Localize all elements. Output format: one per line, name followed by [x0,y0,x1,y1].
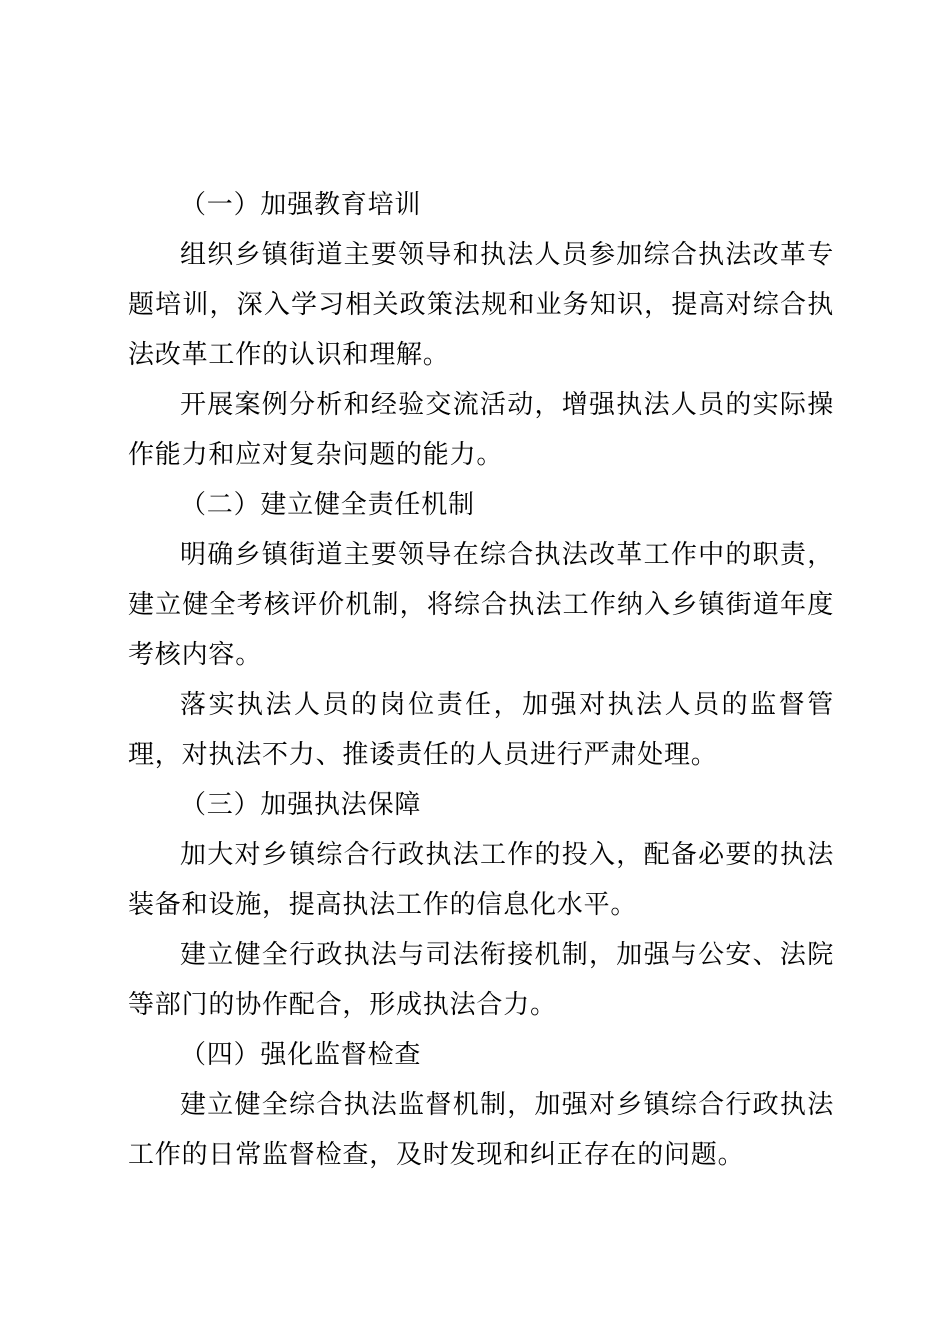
paragraph-1-2: 开展案例分析和经验交流活动，增强执法人员的实际操作能力和应对复杂问题的能力。 [128,390,834,470]
paragraph-3-2: 建立健全行政执法与司法衔接机制，加强与公安、法院等部门的协作配合，形成执法合力。 [128,940,834,1020]
section-heading-2: （二）建立健全责任机制 [180,490,475,520]
section-heading-1: （一）加强教育培训 [180,190,422,220]
paragraph-4-1: 建立健全综合执法监督机制，加强对乡镇综合行政执法工作的日常监督检查，及时发现和纠正存在的问题。 [128,1090,834,1170]
paragraph-3-1: 加大对乡镇综合行政执法工作的投入，配备必要的执法装备和设施，提高执法工作的信息化水平。 [128,840,834,920]
paragraph-2-2: 落实执法人员的岗位责任，加强对执法人员的监督管理，对执法不力、推诿责任的人员进行严肃处理。 [128,690,834,770]
paragraph-2-1: 明确乡镇街道主要领导在综合执法改革工作中的职责，建立健全考核评价机制，将综合执法工作纳入乡镇街道年度考核内容。 [128,540,834,670]
paragraph-1-1: 组织乡镇街道主要领导和执法人员参加综合执法改革专题培训，深入学习相关政策法规和业务知识，提高对综合执法改革工作的认识和理解。 [128,240,834,370]
section-heading-4: （四）强化监督检查 [180,1040,422,1070]
document-body [128,180,834,1180]
section-heading-3: （三）加强执法保障 [180,790,422,820]
